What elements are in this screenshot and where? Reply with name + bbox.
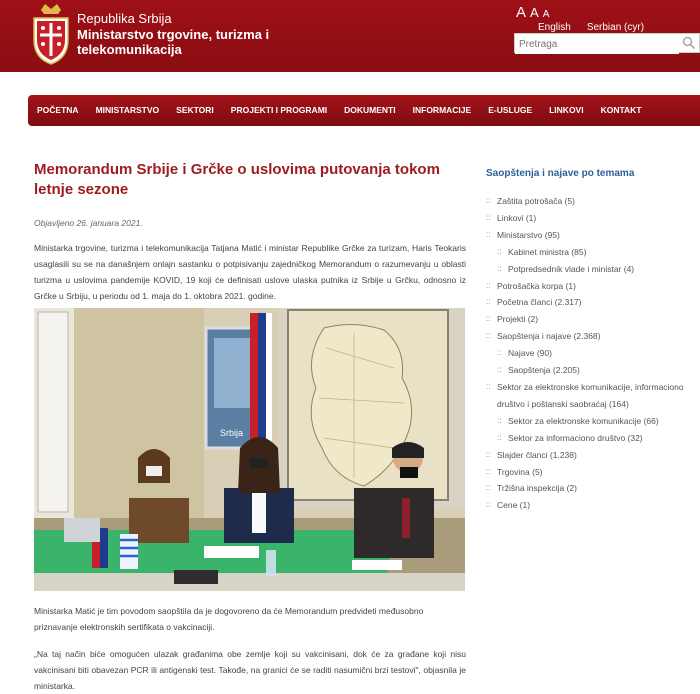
language-serbian-cyr-link[interactable]: Serbian (cyr) [586, 22, 645, 33]
font-size-controls [516, 4, 553, 22]
bullet-icon: :: [486, 212, 491, 222]
article-title: Memorandum Srbije i Grčke o uslovima putovanja tokom letnje sezone [34, 161, 440, 198]
ministry-name[interactable]: Ministarstvo trgovine, turizma i telekomunikacija [77, 27, 270, 57]
poster-text: Srbija [220, 428, 244, 438]
topic-label: Trgovina (5) [497, 466, 543, 477]
republic-label: Republika Srbija [77, 11, 172, 26]
article-photo [34, 308, 465, 591]
topic-label: Početna članci (2.317) [497, 297, 582, 308]
bullet-icon: :: [497, 348, 502, 358]
sidebar-subtopic-link[interactable] [486, 261, 696, 278]
sidebar-topic-link[interactable] [486, 447, 696, 464]
bullet-icon: :: [486, 381, 491, 391]
topic-label: Projekti (2) [497, 314, 539, 325]
topic-label: Saopštenja (2.205) [508, 365, 580, 376]
topic-label: Sektor za elektronske komunikacije, informaciono društvo i poštanski saobraćaj (164) [497, 381, 684, 409]
sidebar-topic-link[interactable] [486, 210, 696, 227]
sidebar-topic-link[interactable] [486, 278, 696, 295]
topic-label: Ministarstvo (95) [497, 229, 560, 240]
sidebar-topic-link[interactable] [486, 193, 696, 210]
topic-label: Najave (90) [508, 348, 552, 359]
coat-of-arms-logo[interactable] [32, 4, 70, 66]
nav-item-informacije[interactable]: INFORMACIJE [412, 105, 472, 115]
sidebar-topic-link[interactable] [486, 328, 696, 345]
topic-label: Potpredsednik vlade i ministar (4) [508, 263, 635, 274]
topic-label: Tržišna inspekcija (2) [497, 483, 577, 494]
topic-list [486, 193, 696, 514]
site-header [0, 0, 700, 72]
bullet-icon: :: [486, 466, 491, 476]
nav-item-projekti[interactable]: PROJEKTI I PROGRAMI [230, 105, 328, 115]
bullet-icon: :: [486, 196, 491, 205]
bullet-icon: :: [497, 432, 502, 442]
sidebar-subtopic-link[interactable] [486, 345, 696, 362]
search-input[interactable] [515, 36, 679, 54]
topic-label: Linkovi (1) [497, 212, 537, 223]
sidebar-topic-link[interactable] [486, 497, 696, 514]
language-switcher [538, 22, 660, 33]
topic-label: Kabinet ministra (85) [508, 246, 587, 257]
bullet-icon: :: [497, 365, 502, 375]
sidebar [486, 168, 696, 514]
search-box [514, 33, 700, 53]
bullet-icon: :: [497, 415, 502, 425]
sidebar-topic-link[interactable] [486, 227, 696, 244]
font-size-small-button[interactable]: A [542, 9, 550, 20]
nav-item-sektori[interactable]: SEKTORI [176, 105, 214, 115]
sidebar-subtopic-link[interactable] [486, 413, 696, 430]
sidebar-topic-link[interactable] [486, 464, 696, 481]
search-icon[interactable] [682, 36, 696, 50]
font-size-large-button[interactable]: A [516, 4, 527, 21]
bullet-icon: :: [486, 331, 491, 341]
bullet-icon: :: [486, 314, 491, 324]
sidebar-topic-link[interactable] [486, 294, 696, 311]
nav-item-e-usluge[interactable]: E-USLUGE [488, 105, 533, 115]
article-paragraph-2: Ministarka Matić je tim povodom saopštila da je dogovoreno da će Memorandum predvideti međusobno priznavanje elektronskih sertifikata o vakcinaciji. [34, 606, 424, 632]
nav-item-kontakt[interactable]: KONTAKT [600, 105, 642, 115]
topic-label: Cene (1) [497, 500, 531, 511]
topic-label: Zaštita potrošača (5) [497, 196, 575, 206]
nav-item-dokumenti[interactable]: DOKUMENTI [344, 105, 396, 115]
nav-item-linkovi[interactable]: LINKOVI [549, 105, 584, 115]
topic-label: Saopštenja i najave (2.368) [497, 331, 601, 342]
sidebar-topic-link[interactable] [486, 379, 696, 413]
article-lead-paragraph: Ministarka trgovine, turizma i telekomunikacija Tatjana Matić i ministar Republike Grčke za turizam, Haris Teokaris usaglasili su se na današnjem onlajn sastanku o potpisivanju zajedničkog Memorandum o razumevanju u oblasti turizma u uslovima pandemije KOVID, 19 koji će definisati uslove ulaska putnika iz Srbije u Grčku, odnosno iz Grčke u Srbiju, u periodu od 1. maja do 1. oktobra 2021. godine. [34, 243, 466, 301]
publish-date: Objavljeno 26. januara 2021. [34, 218, 143, 228]
bullet-icon: :: [486, 483, 491, 493]
font-size-medium-button[interactable]: A [530, 5, 539, 20]
sidebar-topic-link[interactable] [486, 480, 696, 497]
nav-item-ministarstvo[interactable]: MINISTARSTVO [95, 105, 160, 115]
main-navigation [28, 95, 700, 126]
bullet-icon: :: [486, 500, 491, 510]
article-paragraph-3: „Na taj način biće omogućen ulazak građanima obe zemlje koji su vakcinisani, dok će za građane koji nisu vakcinisani biti obavezan PCR ili antigenski test. Takođe, na granici će se raditi nasumični brzi testovi", objasnila je ministarka. [34, 649, 466, 691]
bullet-icon: :: [486, 297, 491, 307]
topic-label: Potrošačka korpa (1) [497, 280, 576, 291]
sidebar-topic-link[interactable] [486, 311, 696, 328]
topic-label: Sektor za informaciono društvo (32) [508, 432, 643, 443]
nav-item-pocetna[interactable]: POČETNA [37, 105, 79, 115]
article [34, 160, 466, 304]
bullet-icon: :: [497, 246, 502, 256]
bullet-icon: :: [486, 449, 491, 459]
sidebar-heading[interactable]: Saopštenja i najave po temama [486, 168, 635, 179]
topic-label: Sektor za elektronske komunikacije (66) [508, 415, 659, 426]
sidebar-subtopic-link[interactable] [486, 362, 696, 379]
bullet-icon: :: [486, 280, 491, 290]
bullet-icon: :: [497, 263, 502, 273]
sidebar-subtopic-link[interactable] [486, 430, 696, 447]
topic-label: Slajder članci (1.238) [497, 449, 577, 460]
sidebar-subtopic-link[interactable] [486, 244, 696, 261]
bullet-icon: :: [486, 229, 491, 239]
language-english-link[interactable]: English [538, 22, 571, 33]
